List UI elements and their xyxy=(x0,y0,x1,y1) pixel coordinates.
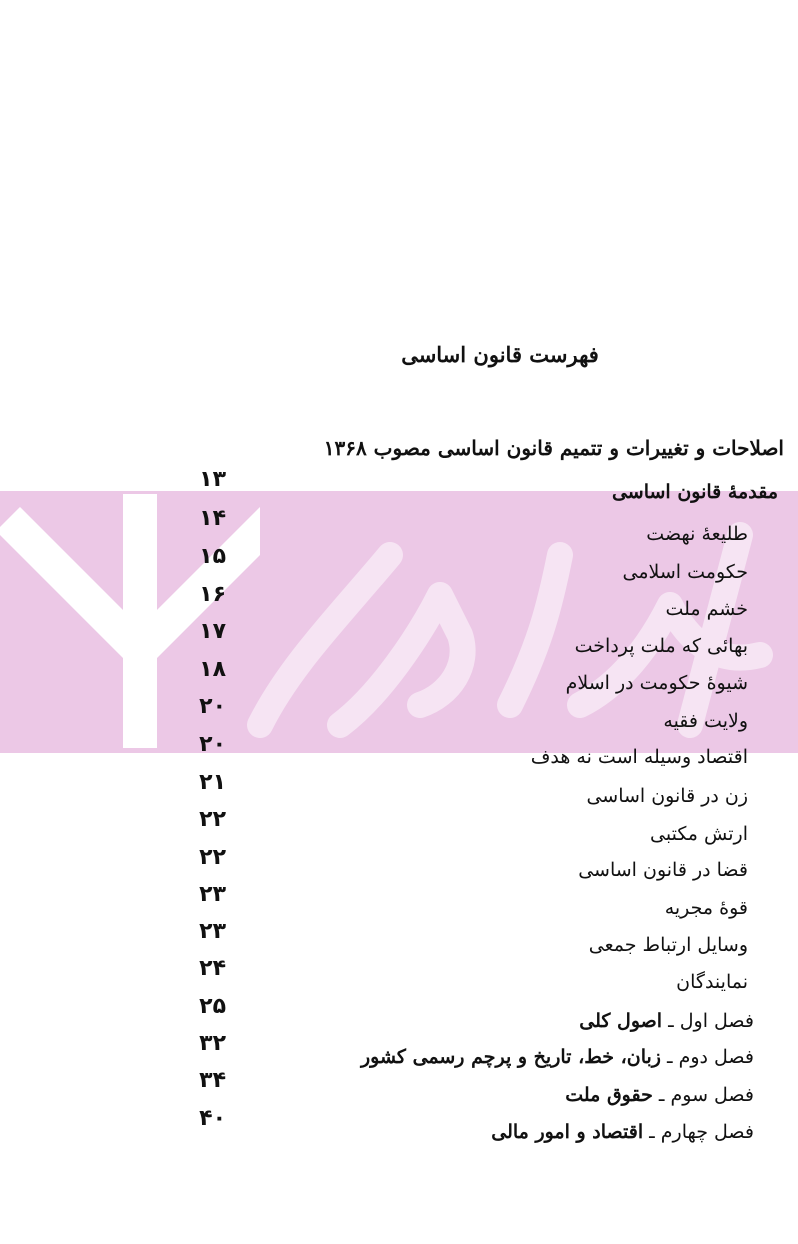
toc-entry: زن در قانون اساسی xyxy=(586,785,748,807)
toc-entry: وسایل ارتباط جمعی xyxy=(588,934,748,956)
section-preamble: مقدمهٔ قانون اساسی xyxy=(611,481,778,503)
toc-entry: خشم ملت xyxy=(665,598,748,620)
chapter-name: اصول کلی xyxy=(579,1010,663,1032)
page-number: ۱۷ xyxy=(199,619,226,644)
page-number: ۳۲ xyxy=(199,1031,226,1056)
page-number: ۲۰ xyxy=(199,732,226,757)
chapter-prefix: فصل دوم ـ xyxy=(660,1046,754,1068)
page-number: ۲۴ xyxy=(199,956,226,981)
chapter-prefix: فصل چهارم ـ xyxy=(643,1121,754,1143)
page-number: ۲۵ xyxy=(199,994,226,1019)
chapter-entry xyxy=(565,1084,754,1106)
chapter-name: اقتصاد و امور مالی xyxy=(491,1121,644,1143)
page-number: ۱۶ xyxy=(199,582,226,607)
toc-entry: حکومت اسلامی xyxy=(622,561,748,583)
page-number: ۲۰ xyxy=(199,694,226,719)
toc-entry: شیوهٔ حکومت در اسلام xyxy=(565,672,748,694)
page-number: ۲۳ xyxy=(199,882,226,907)
page-number: ۱۳ xyxy=(199,467,226,492)
page-number: ۱۴ xyxy=(199,506,226,531)
page-number: ۱۵ xyxy=(199,544,226,569)
page-number: ۱۸ xyxy=(199,657,226,682)
toc-entry: ارتش مکتبی xyxy=(650,823,748,845)
toc-entry: نمایندگان xyxy=(676,971,748,993)
chapter-entry xyxy=(491,1121,754,1143)
toc-entry: بهائی که ملت پرداخت xyxy=(574,635,748,657)
chapter-name: زبان، خط، تاریخ و پرچم رسمی کشور xyxy=(360,1046,661,1068)
page-number: ۲۲ xyxy=(199,807,226,832)
toc-entry: اقتصاد وسیله است نه هدف xyxy=(530,746,748,768)
chapter-name: حقوق ملت xyxy=(565,1084,653,1106)
page-number: ۳۴ xyxy=(199,1068,226,1093)
toc-entry: قوهٔ مجریه xyxy=(664,897,748,919)
chapter-entry xyxy=(579,1010,754,1032)
toc-entry: ولایت فقیه xyxy=(663,710,748,732)
section-amendments: اصلاحات و تغییرات و تتمیم قانون اساسی مصوب ۱۳۶۸ xyxy=(323,436,784,460)
chapter-prefix: فصل سوم ـ xyxy=(652,1084,754,1106)
page-number: ۴۰ xyxy=(199,1106,226,1131)
page-number: ۲۳ xyxy=(199,919,226,944)
page-title: فهرست قانون اساسی xyxy=(401,342,599,367)
chapter-prefix: فصل اول ـ xyxy=(662,1010,754,1032)
page-number: ۲۲ xyxy=(199,845,226,870)
toc-entry: قضا در قانون اساسی xyxy=(578,859,748,881)
chapter-entry xyxy=(361,1046,754,1068)
page-number: ۲۱ xyxy=(199,770,226,795)
toc-entry: طلیعهٔ نهضت xyxy=(646,523,748,545)
